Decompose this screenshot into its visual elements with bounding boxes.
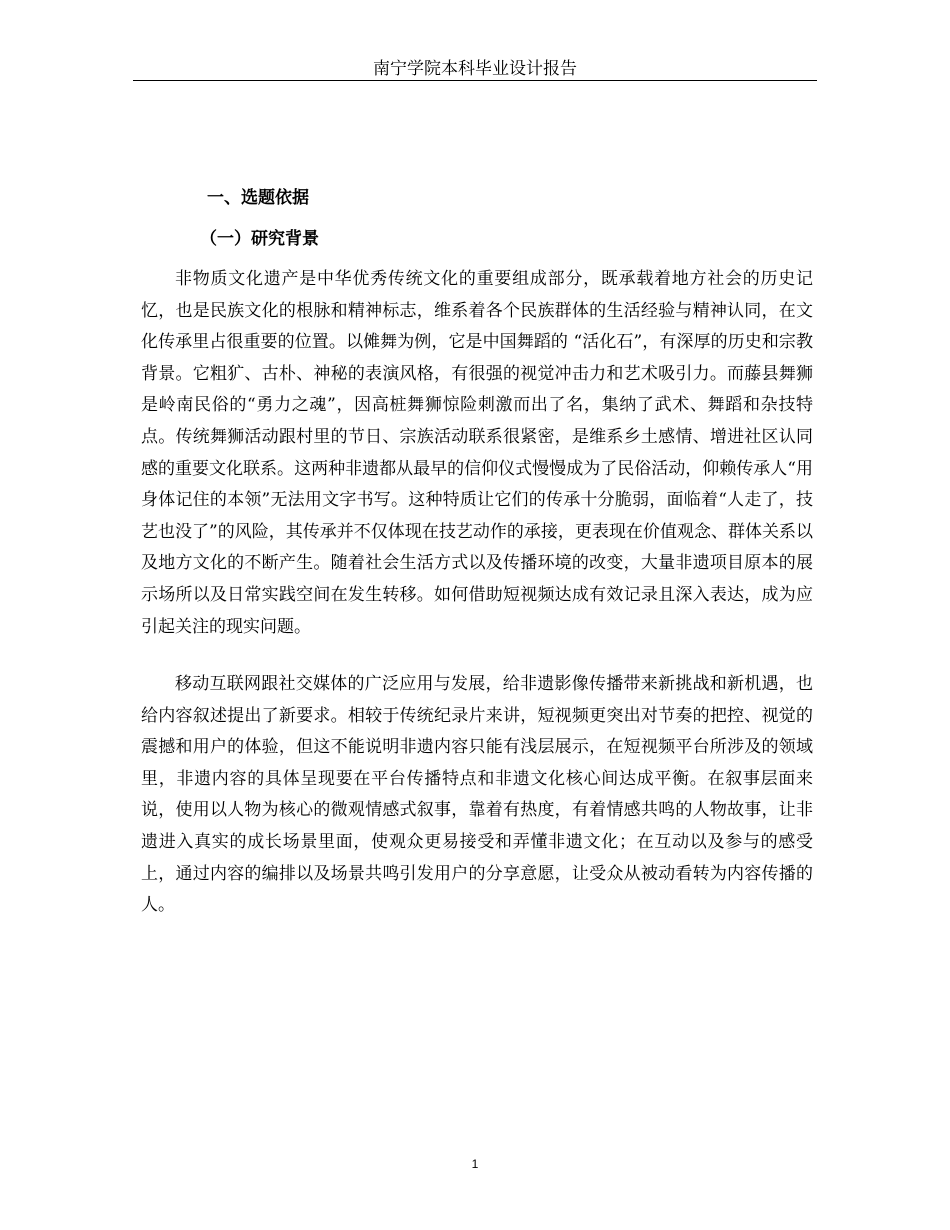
body-paragraph-2: 移动互联网跟社交媒体的广泛应用与发展，给非遗影像传播带来新挑战和新机遇，也给内容叙述提出了新要求。相较于传统纪录片来讲，短视频更突出对节奏的把控、视觉的震撼和用户的体验，但这不能说明非遗内容只能有浅层展示，在短视频平台所涉及的领域里，非遗内容的具体呈现要在平台传播特点和非遗文化核心间达成平衡。在叙事层面来说，使用以人物为核心的微观情感式叙事，靠着有热度，有着情感共鸣的人物故事，让非遗进入真实的成长场景里面，使观众更易接受和弄懂非遗文化；在互动以及参与的感受上，通过内容的编排以及场景共鸣引发用户的分享意愿，让受众从被动看转为内容传播的人。 — [141, 674, 813, 916]
section-heading: 一、选题依据 — [207, 188, 309, 208]
page-number: 1 — [471, 1157, 479, 1171]
running-header: 南宁学院本科毕业设计报告 — [373, 59, 577, 79]
header-rule — [133, 80, 817, 81]
subsection-heading: （一）研究背景 — [200, 229, 319, 249]
body-paragraph-1: 非物质文化遗产是中华优秀传统文化的重要组成部分，既承载着地方社会的历史记忆，也是民族文化的根脉和精神标志，维系着各个民族群体的生活经验与精神认同，在文化传承里占很重要的位置。以傩舞为例，它是中国舞蹈的 “活化石”，有深厚的历史和宗教背景。它粗犷、古朴、神秘的表演风格，有很强的视觉冲击力和艺术吸引力。而藤县舞狮是岭南民俗的“勇力之魂”，因高桩舞狮惊险刺激而出了名，集纳了武术、舞蹈和杂技特点。传统舞狮活动跟村里的节日、宗族活动联系很紧密，是维系乡土感情、增进社区认同感的重要文化联系。这两种非遗都从最早的信仰仪式慢慢成为了民俗活动，仰赖传承人“用身体记住的本领”无法用文字书写。这种特质让它们的传承十分脆弱，面临着“人走了，技艺也没了”的风险，其传承并不仅体现在技艺动作的承接，更表现在价值观念、群体关系以及地方文化的不断产生。随着社会生活方式以及传播环境的改变，大量非遗项目原本的展示场所以及日常实践空间在发生转移。如何借助短视频达成有效记录且深入表达，成为应引起关注的现实问题。 — [141, 269, 813, 637]
